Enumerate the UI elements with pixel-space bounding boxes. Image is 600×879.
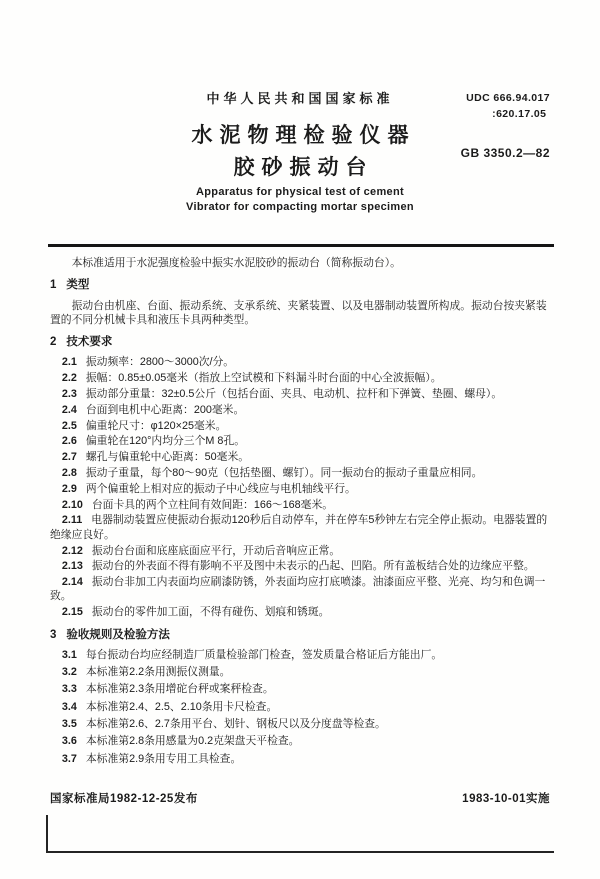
clause-text: 振动台非加工内表面均应刷漆防锈，外表面均应打底喷漆。油漆面应平整、光亮、均匀和色调一致。 xyxy=(50,576,546,603)
clause-number: 2.9 xyxy=(61,482,77,495)
clause-text: 振动台台面和底座底面应平行，开动后音响应正常。 xyxy=(91,544,341,557)
document-subtitle-en: Vibrator for compacting mortar specimen xyxy=(186,201,414,213)
clause-2-11 xyxy=(50,513,552,542)
clause-text: 振动子重量，每个80～90克（包括垫圈、螺钉）。同一振动台的振动子重量应相同。 xyxy=(85,467,483,480)
clause-text: 偏重轮尺寸：φ120×25毫米。 xyxy=(85,419,227,432)
clause-number: 3.4 xyxy=(61,700,77,713)
effective-date: 1983-10-01实施 xyxy=(462,793,550,805)
bottom-border xyxy=(46,851,554,853)
section-3-number: 3 xyxy=(50,628,57,641)
clause-number: 3.1 xyxy=(61,648,77,661)
clause-number: 3.7 xyxy=(61,752,77,765)
clause-3-7 xyxy=(50,752,552,766)
scope-paragraph: 本标准适用于水泥强度检验中振实水泥胶砂的振动台（简称振动台）。 xyxy=(71,257,401,269)
clause-2-2 xyxy=(50,371,552,385)
clause-text: 台面到电机中心距离：200毫米。 xyxy=(85,403,245,416)
clause-number: 2.6 xyxy=(61,435,77,448)
clause-text: 振动频率：2800～3000次/分。 xyxy=(85,356,235,369)
clause-number: 2.4 xyxy=(61,403,77,416)
issue-date: 国家标准局1982-12-25发布 xyxy=(50,793,198,805)
clause-text: 台面卡具的两个立柱间有效间距：166～168毫米。 xyxy=(91,498,334,511)
clause-number: 2.11 xyxy=(61,514,83,527)
clause-number: 2.8 xyxy=(61,467,77,480)
clause-number: 3.2 xyxy=(61,666,77,679)
udc-line2: :620.17.05 xyxy=(492,107,547,120)
clause-number: 2.2 xyxy=(61,372,77,385)
clause-number: 2.13 xyxy=(61,560,83,573)
clause-2-13 xyxy=(50,559,552,573)
clause-2-9 xyxy=(50,482,552,496)
section-1-paragraph: 振动台由机座、台面、振动系统、支承系统、夹紧装置、以及电器制动装置所构成。振动台按夹紧装置的不同分机械卡具和液压卡具两种类型。 xyxy=(50,299,547,326)
clause-number: 3.6 xyxy=(61,735,77,748)
clause-text: 本标准第2.8条用感量为0.2克架盘天平检查。 xyxy=(85,735,300,748)
clause-2-4 xyxy=(50,403,552,417)
clause-2-6 xyxy=(50,434,552,448)
clause-text: 偏重轮在120°内均分三个M 8孔。 xyxy=(85,435,245,448)
clause-3-5 xyxy=(50,717,552,731)
clause-3-4 xyxy=(50,700,552,714)
clause-text: 每台振动台均应经制造厂质量检验部门检查，签发质量合格证后方能出厂。 xyxy=(85,648,443,661)
clause-3-1 xyxy=(50,648,552,662)
section-1-number: 1 xyxy=(50,279,57,292)
clause-text: 电器制动装置应使振动台振动120秒后自动停车，并在停车5秒钟左右完全停止振动。电器装置的绝缘应良好。 xyxy=(50,514,548,541)
clause-text: 振动部分重量：32±0.5公斤（包括台面、夹具、电动机、拉杆和下弹簧、垫圈、螺母）。 xyxy=(85,388,503,401)
clause-text: 本标准第2.6、2.7条用平台、划针、钢板尺以及分度盘等检查。 xyxy=(85,718,386,731)
clause-number: 2.14 xyxy=(61,576,83,589)
clause-number: 2.3 xyxy=(61,388,77,401)
clause-text: 振动台的零件加工面，不得有碰伤、划痕和锈斑。 xyxy=(91,606,330,619)
section-1-title: 类型 xyxy=(66,279,90,292)
section-2-heading xyxy=(50,335,552,349)
clause-3-6 xyxy=(50,734,552,748)
clause-number: 2.12 xyxy=(61,544,83,557)
clause-text: 本标准第2.9条用专用工具检查。 xyxy=(85,752,242,765)
document-body xyxy=(50,256,552,788)
udc-number xyxy=(466,91,550,123)
document-subtitle-cn: 胶砂振动台 xyxy=(233,156,374,179)
national-standard-label: 中华人民共和国国家标准 xyxy=(206,91,394,106)
clause-number: 2.5 xyxy=(61,419,77,432)
clause-number: 2.15 xyxy=(61,606,83,619)
clause-3-2 xyxy=(50,665,552,679)
clause-number: 3.3 xyxy=(61,683,77,696)
left-border xyxy=(46,815,48,853)
clause-2-3 xyxy=(50,387,552,401)
section-3-heading xyxy=(50,628,552,642)
document-title-cn: 水泥物理检验仪器 xyxy=(191,124,416,147)
clause-text: 两个偏重轮上相对应的振动子中心线应与电机轴线平行。 xyxy=(85,482,356,495)
clause-number: 2.10 xyxy=(61,498,83,511)
clause-2-5 xyxy=(50,419,552,433)
clause-2-8 xyxy=(50,466,552,480)
clause-2-15 xyxy=(50,605,552,619)
clause-text: 螺孔与偏重轮中心距离：50毫米。 xyxy=(85,451,250,464)
standard-number: GB 3350.2—82 xyxy=(460,146,550,160)
clause-text: 本标准第2.3条用增砣台秤或案秤检查。 xyxy=(85,683,274,696)
header-divider xyxy=(48,244,554,247)
udc-line1: UDC 666.94.017 xyxy=(466,92,550,104)
clause-text: 振动台的外表面不得有影响不平及图中未表示的凸起、凹陷。所有盖板结合处的边缘应平整。 xyxy=(91,560,535,573)
clause-2-10 xyxy=(50,498,552,512)
clause-number: 3.5 xyxy=(61,718,77,731)
clause-2-7 xyxy=(50,450,552,464)
clause-text: 振幅：0.85±0.05毫米（指放上空试模和下料漏斗时台面的中心全波振幅）。 xyxy=(85,372,442,385)
section-1-heading xyxy=(50,278,552,292)
clause-number: 2.7 xyxy=(61,451,77,464)
clause-number: 2.1 xyxy=(61,356,77,369)
clause-text: 本标准第2.4、2.5、2.10条用卡尺检查。 xyxy=(85,700,278,713)
clause-2-1 xyxy=(50,355,552,369)
section-2-title: 技术要求 xyxy=(66,336,113,349)
clause-2-14 xyxy=(50,575,552,604)
clause-text: 本标准第2.2条用测振仪测量。 xyxy=(85,666,231,679)
clause-2-12 xyxy=(50,544,552,558)
section-3-title: 验收规则及检验方法 xyxy=(66,628,170,641)
clause-3-3 xyxy=(50,682,552,696)
section-2-number: 2 xyxy=(50,336,57,349)
document-title-en: Apparatus for physical test of cement xyxy=(196,186,404,198)
